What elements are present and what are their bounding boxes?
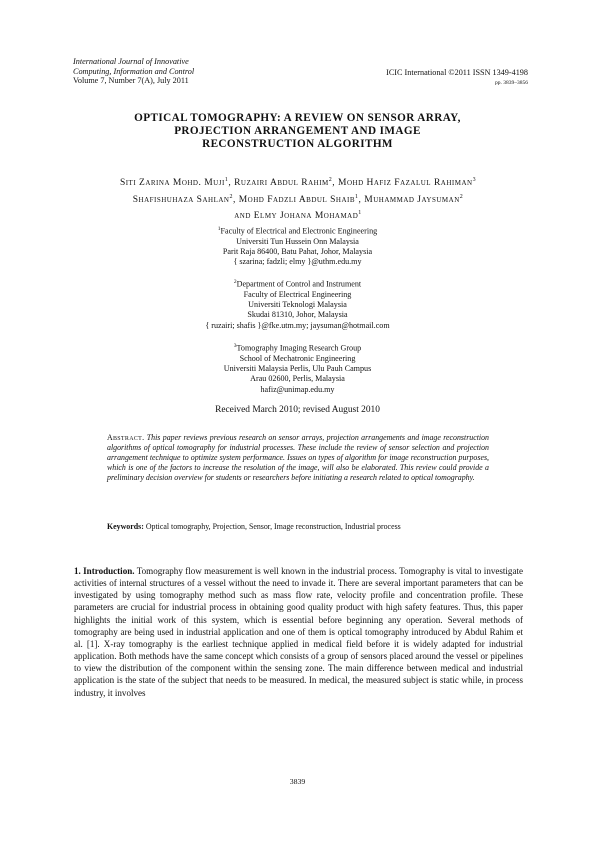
affiliation-text: Tomography Imaging Research Group (236, 343, 362, 353)
keywords-text: Optical tomography, Projection, Sensor, Image reconstruction, Industrial process (145, 522, 401, 531)
journal-name-line1: International Journal of Innovative (73, 57, 189, 66)
affiliation-email: { szarina; fadzli; elmy }@uthm.edu.my (233, 257, 362, 267)
affiliation-block (120, 341, 475, 395)
title-line-2: PROJECTION ARRANGEMENT AND IMAGE (174, 125, 421, 137)
affiliation-email: hafiz@unimap.edu.my (260, 384, 335, 394)
author-name: Elmy Johana Mohamad (253, 211, 359, 222)
journal-name-line2: Computing, Information and Control (73, 66, 195, 76)
author-line-1 (78, 174, 518, 191)
author-line-2 (78, 191, 518, 208)
affiliation-mark: 2 (233, 279, 237, 285)
abstract-text: This paper reviews previous research on sensor arrays, projection arrangements and image reconstruction algorithms of optical tomography for industrial processes. These include the review of sensor selection and projection arrangement technique to optimize system performance. Issues on types of algorithm for image reconstruction purposes, which is one of the factors to increase the resolution of the image, will also be elaborated. This review could provide a preliminary decision overview for students or researchers before initiating a research related to optical tomography. (107, 433, 489, 482)
affiliation-line: Universiti Teknologi Malaysia (248, 300, 347, 310)
keywords-label: Keywords: (107, 522, 144, 531)
affiliation-mark: 1 (355, 193, 359, 200)
affiliation-mark: 3 (472, 177, 477, 183)
affiliation-mark: 2 (328, 177, 333, 183)
affiliation-line: Arau 02600, Perlis, Malaysia (250, 374, 345, 384)
received-date: Received March 2010; revised August 2010 (215, 405, 380, 415)
affiliation-line (120, 224, 475, 237)
affiliation-mark: 3 (233, 343, 237, 349)
affiliation-line (120, 277, 475, 290)
abstract (107, 433, 489, 483)
volume-line: Volume 7, Number 7(A), July 2011 (73, 76, 189, 86)
author-name: Ruzairi Abdul Rahim (234, 178, 329, 189)
affiliation-line: Skudai 81310, Johor, Malaysia (247, 310, 348, 320)
author-name: Siti Zarina Mohd. Muji (119, 178, 225, 189)
affiliation-line: School of Mechatronic Engineering (239, 353, 356, 363)
paper-title (70, 112, 525, 151)
page-number: 3839 (289, 777, 306, 786)
section-body: Tomography flow measurement is well known in the industrial process. Tomography is vital to investigate activities of internal structures of a vessel without the need to invade it. There are several important parameters that can be investigated by using tomography method such as mass flow rate, velocity profile and concentration profile. These parameters are crucial for industrial process in obtaining good quality product with high safety features. Thus, this paper highlights the initial work of this system, which is essential before beginning any operation. Several methods of tomography are being used in industrial application and one of them is optical tomography introduced by Abdul Rahim et al. [1]. X-ray tomography is the earliest technique applied in medical field before it is widely adapted for industrial application. Both methods have the same concept which consists of a group of sensors placed around the vessel or pipelines to view the distribution of the component within the sensing zone. The main difference between medical and industrial application is the state of the subject that needs to be measured. In medical, the measured subject is static while, in process industry, it involves (74, 566, 524, 698)
affiliation-mark: 2 (459, 193, 464, 200)
section-heading: 1. Introduction. (74, 566, 135, 576)
affiliation-mark: 1 (358, 210, 362, 217)
author-separator: , (358, 194, 365, 205)
issn-line: ICIC International ©2011 ISSN 1349-4198 (386, 68, 528, 77)
affiliation-text: Department of Control and Instrument (236, 279, 362, 289)
author-and: and (234, 211, 254, 222)
affiliation-line (120, 341, 475, 354)
affiliation-text: Faculty of Electrical and Electronic Engineering (220, 226, 378, 236)
affiliation-line: Universiti Malaysia Perlis, Ulu Pauh Campus (223, 364, 372, 374)
affiliation-mark: 1 (217, 226, 221, 232)
affiliation-mark: 1 (224, 177, 229, 183)
abstract-label: Abstract. (107, 433, 145, 442)
author-list (78, 174, 518, 224)
affiliation-block (120, 277, 475, 331)
affiliation-line: Parit Raja 86400, Batu Pahat, Johor, Malaysia (222, 247, 373, 257)
affiliation-line: Universiti Tun Hussein Onn Malaysia (236, 236, 359, 246)
author-separator: , (232, 194, 239, 205)
title-line-1: OPTICAL TOMOGRAPHY: A REVIEW ON SENSOR ARRAY, (134, 112, 461, 124)
author-name: Mohd Fadzli Abdul Shaib (238, 194, 356, 205)
issn-header (386, 68, 528, 88)
author-separator: , (228, 178, 235, 189)
author-name: Shafishuhaza Sahlan (132, 194, 230, 205)
author-name: Mohd Hafiz Fazalul Rahiman (338, 178, 473, 189)
keywords (107, 522, 489, 532)
author-line-3 (78, 207, 518, 224)
title-line-3: RECONSTRUCTION ALGORITHM (202, 138, 393, 150)
author-separator: , (332, 178, 339, 189)
author-name: Muhammad Jaysuman (364, 194, 460, 205)
pages-line: pp. 3839–3856 (495, 80, 528, 86)
affiliation-email: { ruzairi; shafis }@fke.utm.my; jaysuman@hotmail.com (205, 320, 390, 330)
affiliation-block (120, 224, 475, 268)
affiliation-line: Faculty of Electrical Engineering (243, 289, 352, 299)
affiliation-mark: 2 (229, 193, 233, 200)
introduction-section (74, 565, 523, 699)
journal-header (73, 57, 313, 86)
